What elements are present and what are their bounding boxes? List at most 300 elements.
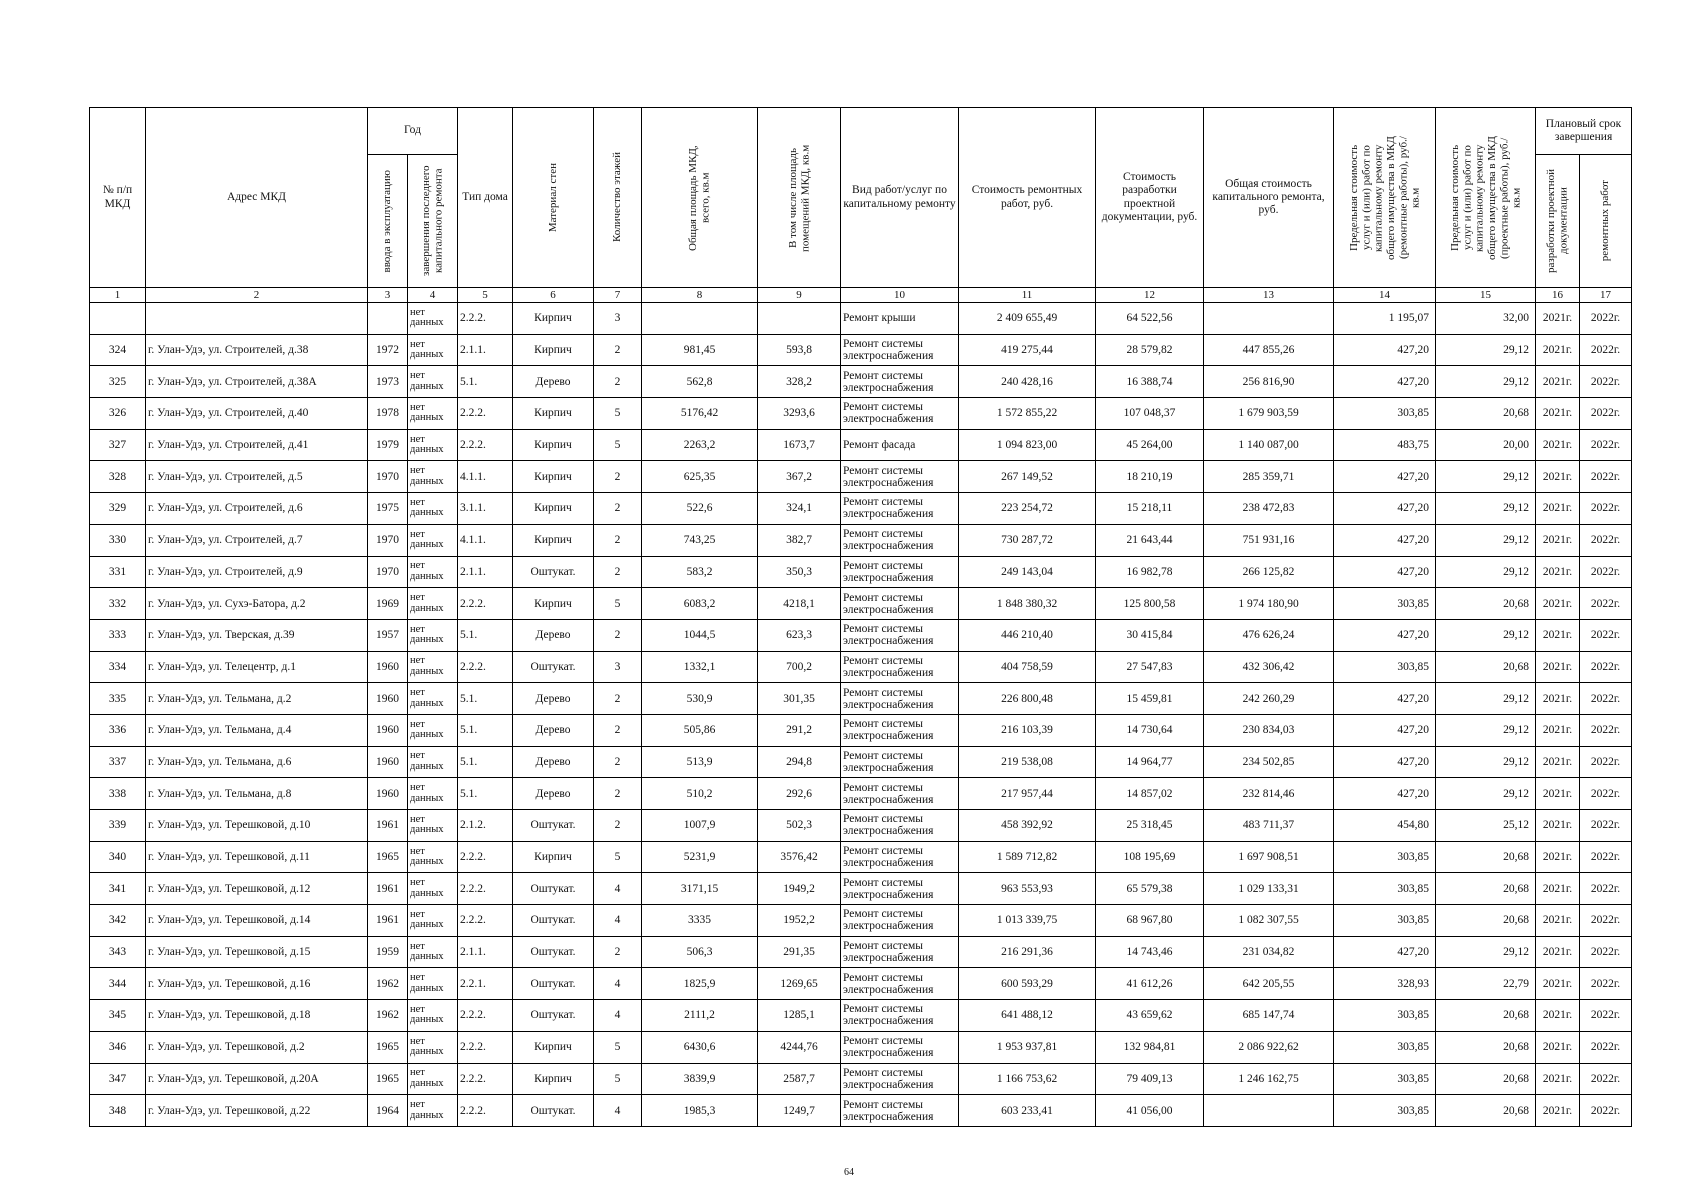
header-house-type: Тип дома <box>458 108 513 288</box>
cell-address: г. Улан-Удэ, ул. Тельмана, д.8 <box>146 778 368 810</box>
cell-house-type: 2.2.2. <box>458 398 513 430</box>
cell-floors: 2 <box>594 683 642 715</box>
cell-address: г. Улан-Удэ, ул. Терешковой, д.12 <box>146 873 368 905</box>
cell-num: 334 <box>90 651 146 683</box>
cell-design-cost: 14 964,77 <box>1096 746 1204 778</box>
cell-work-type: Ремонт системы электроснабжения <box>841 905 959 937</box>
cell-address: г. Улан-Удэ, ул. Строителей, д.41 <box>146 429 368 461</box>
cell-planned-repair: 2022г. <box>1580 936 1632 968</box>
cell-total-area: 3171,15 <box>642 873 758 905</box>
cell-address: г. Улан-Удэ, ул. Строителей, д.6 <box>146 493 368 525</box>
cell-wall-material: Кирпич <box>513 524 594 556</box>
cell-wall-material: Дерево <box>513 683 594 715</box>
cell-work-type: Ремонт системы электроснабжения <box>841 936 959 968</box>
cell-planned-design: 2021г. <box>1536 588 1580 620</box>
cell-work-type: Ремонт системы электроснабжения <box>841 714 959 746</box>
cell-year-last-repair: нет данных <box>408 303 458 335</box>
cell-design-cost: 15 459,81 <box>1096 683 1204 715</box>
cell-premises-area: 623,3 <box>758 619 841 651</box>
cell-wall-material: Кирпич <box>513 398 594 430</box>
cell-year-last-repair: нет данных <box>408 1063 458 1095</box>
column-number-cell: 7 <box>594 288 642 303</box>
cell-premises-area <box>758 303 841 335</box>
table-row <box>90 968 1632 1000</box>
cell-year-last-repair: нет данных <box>408 366 458 398</box>
table-row <box>90 303 1632 335</box>
cell-total-cost: 238 472,83 <box>1204 493 1334 525</box>
cell-limit-design: 29,12 <box>1436 619 1536 651</box>
cell-total-area: 743,25 <box>642 524 758 556</box>
cell-planned-repair: 2022г. <box>1580 778 1632 810</box>
cell-num: 332 <box>90 588 146 620</box>
column-number-cell: 14 <box>1334 288 1436 303</box>
cell-repair-cost: 963 553,93 <box>959 873 1096 905</box>
table-row <box>90 810 1632 842</box>
cell-year-last-repair: нет данных <box>408 398 458 430</box>
cell-total-area: 506,3 <box>642 936 758 968</box>
cell-limit-repair: 427,20 <box>1334 524 1436 556</box>
cell-planned-repair: 2022г. <box>1580 556 1632 588</box>
cell-total-area <box>642 303 758 335</box>
cell-limit-repair: 427,20 <box>1334 714 1436 746</box>
cell-year-commission: 1962 <box>368 1000 408 1032</box>
cell-num: 338 <box>90 778 146 810</box>
cell-address: г. Улан-Удэ, ул. Терешковой, д.11 <box>146 841 368 873</box>
cell-num: 330 <box>90 524 146 556</box>
cell-planned-repair: 2022г. <box>1580 493 1632 525</box>
cell-design-cost: 16 388,74 <box>1096 366 1204 398</box>
cell-total-cost: 476 626,24 <box>1204 619 1334 651</box>
cell-year-commission: 1979 <box>368 429 408 461</box>
table-row <box>90 366 1632 398</box>
cell-premises-area: 292,6 <box>758 778 841 810</box>
cell-year-commission: 1960 <box>368 714 408 746</box>
cell-floors: 4 <box>594 1095 642 1127</box>
cell-year-last-repair: нет данных <box>408 461 458 493</box>
table-row <box>90 493 1632 525</box>
cell-year-commission: 1959 <box>368 936 408 968</box>
table-row <box>90 588 1632 620</box>
cell-total-area: 562,8 <box>642 366 758 398</box>
cell-premises-area: 700,2 <box>758 651 841 683</box>
cell-floors: 2 <box>594 936 642 968</box>
cell-work-type: Ремонт системы электроснабжения <box>841 1063 959 1095</box>
cell-premises-area: 1285,1 <box>758 1000 841 1032</box>
table-row <box>90 873 1632 905</box>
cell-total-area: 1985,3 <box>642 1095 758 1127</box>
cell-year-commission: 1960 <box>368 651 408 683</box>
cell-limit-design: 29,12 <box>1436 778 1536 810</box>
cell-planned-repair: 2022г. <box>1580 651 1632 683</box>
cell-total-cost: 231 034,82 <box>1204 936 1334 968</box>
cell-planned-repair: 2022г. <box>1580 1063 1632 1095</box>
cell-repair-cost: 458 392,92 <box>959 810 1096 842</box>
cell-premises-area: 1952,2 <box>758 905 841 937</box>
cell-repair-cost: 641 488,12 <box>959 1000 1096 1032</box>
header-planned-group: Плановый срок завершения <box>1536 108 1632 155</box>
header-floors-text: Количество этажей <box>611 152 624 243</box>
cell-limit-repair: 427,20 <box>1334 746 1436 778</box>
cell-house-type: 5.1. <box>458 778 513 810</box>
cell-total-cost: 447 855,26 <box>1204 334 1334 366</box>
cell-planned-repair: 2022г. <box>1580 1000 1632 1032</box>
cell-repair-cost: 1 589 712,82 <box>959 841 1096 873</box>
cell-design-cost: 21 643,44 <box>1096 524 1204 556</box>
cell-repair-cost: 404 758,59 <box>959 651 1096 683</box>
cell-year-commission: 1962 <box>368 968 408 1000</box>
cell-planned-repair: 2022г. <box>1580 1095 1632 1127</box>
header-year-last-repair-text: завершения последнего капитального ремонта <box>420 165 445 277</box>
cell-repair-cost: 603 233,41 <box>959 1095 1096 1127</box>
header-year-last-repair <box>408 155 458 288</box>
cell-address: г. Улан-Удэ, ул. Терешковой, д.20А <box>146 1063 368 1095</box>
cell-house-type: 2.1.1. <box>458 936 513 968</box>
cell-total-area: 1825,9 <box>642 968 758 1000</box>
cell-total-cost: 1 974 180,90 <box>1204 588 1334 620</box>
cell-wall-material: Оштукат. <box>513 1000 594 1032</box>
header-design-cost: Стоимость разработки проектной документации, руб. <box>1096 108 1204 288</box>
cell-design-cost: 65 579,38 <box>1096 873 1204 905</box>
cell-planned-repair: 2022г. <box>1580 619 1632 651</box>
cell-repair-cost: 223 254,72 <box>959 493 1096 525</box>
cell-limit-repair: 427,20 <box>1334 683 1436 715</box>
cell-wall-material: Дерево <box>513 746 594 778</box>
cell-year-commission: 1973 <box>368 366 408 398</box>
page-number: 64 <box>844 1167 854 1178</box>
cell-planned-repair: 2022г. <box>1580 303 1632 335</box>
header-premises-area-text: В том числе площадь помещений МКД, кв.м <box>786 143 812 252</box>
cell-num <box>90 303 146 335</box>
cell-floors: 3 <box>594 651 642 683</box>
header-planned-repair-text: ремонтных работ <box>1599 180 1612 262</box>
cell-limit-design: 20,68 <box>1436 1000 1536 1032</box>
cell-year-last-repair: нет данных <box>408 936 458 968</box>
cell-num: 346 <box>90 1031 146 1063</box>
cell-total-area: 1044,5 <box>642 619 758 651</box>
cell-wall-material: Дерево <box>513 619 594 651</box>
table-row <box>90 778 1632 810</box>
cell-premises-area: 502,3 <box>758 810 841 842</box>
cell-address: г. Улан-Удэ, ул. Тверская, д.39 <box>146 619 368 651</box>
cell-wall-material: Кирпич <box>513 1031 594 1063</box>
cell-year-commission: 1964 <box>368 1095 408 1127</box>
cell-floors: 2 <box>594 619 642 651</box>
cell-planned-design: 2021г. <box>1536 1063 1580 1095</box>
cell-house-type: 2.1.1. <box>458 556 513 588</box>
cell-wall-material: Оштукат. <box>513 556 594 588</box>
table-row <box>90 714 1632 746</box>
cell-year-last-repair: нет данных <box>408 1031 458 1063</box>
cell-total-area: 530,9 <box>642 683 758 715</box>
table-row <box>90 1000 1632 1032</box>
cell-repair-cost: 446 210,40 <box>959 619 1096 651</box>
cell-total-cost: 642 205,55 <box>1204 968 1334 1000</box>
cell-limit-design: 20,68 <box>1436 398 1536 430</box>
cell-design-cost: 79 409,13 <box>1096 1063 1204 1095</box>
table-row <box>90 1063 1632 1095</box>
cell-limit-repair: 303,85 <box>1334 1063 1436 1095</box>
cell-planned-design: 2021г. <box>1536 334 1580 366</box>
cell-limit-design: 29,12 <box>1436 683 1536 715</box>
cell-floors: 2 <box>594 810 642 842</box>
header-total-cost: Общая стоимость капитального ремонта, руб. <box>1204 108 1334 288</box>
cell-limit-repair: 303,85 <box>1334 588 1436 620</box>
header-year-commission-text: ввода в эксплуатацию <box>381 169 394 273</box>
column-number-cell: 11 <box>959 288 1096 303</box>
cell-premises-area: 367,2 <box>758 461 841 493</box>
cell-house-type: 2.2.2. <box>458 873 513 905</box>
cell-year-commission: 1975 <box>368 493 408 525</box>
table-row <box>90 936 1632 968</box>
cell-limit-design: 29,12 <box>1436 746 1536 778</box>
cell-house-type: 2.2.2. <box>458 1031 513 1063</box>
cell-repair-cost: 419 275,44 <box>959 334 1096 366</box>
header-repair-cost: Стоимость ремонтных работ, руб. <box>959 108 1096 288</box>
cell-year-last-repair: нет данных <box>408 841 458 873</box>
cell-year-last-repair: нет данных <box>408 746 458 778</box>
cell-year-commission: 1978 <box>368 398 408 430</box>
cell-num: 339 <box>90 810 146 842</box>
cell-repair-cost: 226 800,48 <box>959 683 1096 715</box>
cell-floors: 4 <box>594 968 642 1000</box>
cell-address: г. Улан-Удэ, ул. Строителей, д.38А <box>146 366 368 398</box>
cell-repair-cost: 2 409 655,49 <box>959 303 1096 335</box>
cell-planned-repair: 2022г. <box>1580 905 1632 937</box>
cell-num: 329 <box>90 493 146 525</box>
cell-wall-material: Оштукат. <box>513 936 594 968</box>
cell-year-commission: 1961 <box>368 873 408 905</box>
cell-work-type: Ремонт системы электроснабжения <box>841 588 959 620</box>
cell-address: г. Улан-Удэ, ул. Терешковой, д.10 <box>146 810 368 842</box>
header-floors <box>594 108 642 288</box>
cell-limit-design: 25,12 <box>1436 810 1536 842</box>
cell-address: г. Улан-Удэ, ул. Строителей, д.5 <box>146 461 368 493</box>
cell-year-last-repair: нет данных <box>408 588 458 620</box>
cell-wall-material: Кирпич <box>513 1063 594 1095</box>
cell-work-type: Ремонт системы электроснабжения <box>841 778 959 810</box>
column-number-cell: 15 <box>1436 288 1536 303</box>
cell-house-type: 5.1. <box>458 714 513 746</box>
header-wall-material <box>513 108 594 288</box>
cell-limit-repair: 427,20 <box>1334 493 1436 525</box>
cell-planned-repair: 2022г. <box>1580 366 1632 398</box>
cell-design-cost: 108 195,69 <box>1096 841 1204 873</box>
cell-design-cost: 107 048,37 <box>1096 398 1204 430</box>
cell-address <box>146 303 368 335</box>
cell-planned-design: 2021г. <box>1536 905 1580 937</box>
cell-wall-material: Оштукат. <box>513 651 594 683</box>
cell-floors: 2 <box>594 366 642 398</box>
header-limit-repair-text: Предельная стоимость услуг и (или) работ по капитальному ремонту общего имущества в МКД (ремонтные работы), руб./кв.м <box>1347 135 1422 260</box>
cell-house-type: 4.1.1. <box>458 524 513 556</box>
cell-num: 344 <box>90 968 146 1000</box>
cell-work-type: Ремонт системы электроснабжения <box>841 651 959 683</box>
cell-work-type: Ремонт системы электроснабжения <box>841 334 959 366</box>
cell-floors: 4 <box>594 905 642 937</box>
cell-limit-repair: 303,85 <box>1334 651 1436 683</box>
cell-year-last-repair: нет данных <box>408 334 458 366</box>
cell-total-cost: 751 931,16 <box>1204 524 1334 556</box>
header-planned-design <box>1536 155 1580 288</box>
cell-design-cost: 132 984,81 <box>1096 1031 1204 1063</box>
cell-floors: 2 <box>594 746 642 778</box>
cell-total-cost <box>1204 303 1334 335</box>
cell-year-commission: 1972 <box>368 334 408 366</box>
column-number-cell: 8 <box>642 288 758 303</box>
cell-total-area: 3335 <box>642 905 758 937</box>
cell-num: 326 <box>90 398 146 430</box>
header-planned-repair <box>1580 155 1632 288</box>
cell-address: г. Улан-Удэ, ул. Тельмана, д.6 <box>146 746 368 778</box>
cell-planned-design: 2021г. <box>1536 651 1580 683</box>
cell-planned-repair: 2022г. <box>1580 714 1632 746</box>
cell-premises-area: 593,8 <box>758 334 841 366</box>
cell-wall-material: Оштукат. <box>513 905 594 937</box>
cell-premises-area: 301,35 <box>758 683 841 715</box>
table-header <box>90 108 1632 303</box>
cell-limit-repair: 303,85 <box>1334 1095 1436 1127</box>
cell-total-cost: 2 086 922,62 <box>1204 1031 1334 1063</box>
cell-address: г. Улан-Удэ, ул. Терешковой, д.18 <box>146 1000 368 1032</box>
cell-limit-repair: 427,20 <box>1334 556 1436 588</box>
cell-floors: 5 <box>594 841 642 873</box>
cell-planned-design: 2021г. <box>1536 524 1580 556</box>
cell-address: г. Улан-Удэ, ул. Терешковой, д.14 <box>146 905 368 937</box>
table-row <box>90 619 1632 651</box>
table-row <box>90 841 1632 873</box>
cell-floors: 5 <box>594 1031 642 1063</box>
cell-work-type: Ремонт системы электроснабжения <box>841 841 959 873</box>
cell-limit-repair: 427,20 <box>1334 936 1436 968</box>
cell-work-type: Ремонт системы электроснабжения <box>841 968 959 1000</box>
cell-year-last-repair: нет данных <box>408 1095 458 1127</box>
cell-year-last-repair: нет данных <box>408 714 458 746</box>
cell-premises-area: 4244,76 <box>758 1031 841 1063</box>
cell-design-cost: 28 579,82 <box>1096 334 1204 366</box>
cell-num: 348 <box>90 1095 146 1127</box>
cell-floors: 4 <box>594 1000 642 1032</box>
cell-total-cost: 230 834,03 <box>1204 714 1334 746</box>
cell-house-type: 2.1.1. <box>458 334 513 366</box>
cell-design-cost: 41 056,00 <box>1096 1095 1204 1127</box>
column-number-cell: 10 <box>841 288 959 303</box>
cell-year-commission: 1970 <box>368 461 408 493</box>
column-number-cell: 6 <box>513 288 594 303</box>
cell-planned-design: 2021г. <box>1536 841 1580 873</box>
cell-total-area: 522,6 <box>642 493 758 525</box>
cell-work-type: Ремонт фасада <box>841 429 959 461</box>
cell-year-commission: 1961 <box>368 905 408 937</box>
cell-total-cost: 1 029 133,31 <box>1204 873 1334 905</box>
cell-num: 333 <box>90 619 146 651</box>
cell-year-commission: 1965 <box>368 1063 408 1095</box>
cell-house-type: 3.1.1. <box>458 493 513 525</box>
cell-house-type: 2.2.1. <box>458 968 513 1000</box>
cell-year-last-repair: нет данных <box>408 524 458 556</box>
cell-design-cost: 41 612,26 <box>1096 968 1204 1000</box>
table-row <box>90 429 1632 461</box>
cell-planned-design: 2021г. <box>1536 968 1580 1000</box>
cell-limit-design: 29,12 <box>1436 366 1536 398</box>
cell-premises-area: 324,1 <box>758 493 841 525</box>
cell-num: 347 <box>90 1063 146 1095</box>
cell-wall-material: Оштукат. <box>513 873 594 905</box>
cell-work-type: Ремонт системы электроснабжения <box>841 873 959 905</box>
cell-total-cost: 1 679 903,59 <box>1204 398 1334 430</box>
cell-limit-design: 20,68 <box>1436 1031 1536 1063</box>
cell-house-type: 2.2.2. <box>458 651 513 683</box>
column-number-cell: 16 <box>1536 288 1580 303</box>
column-number-cell: 2 <box>146 288 368 303</box>
cell-limit-design: 20,68 <box>1436 1063 1536 1095</box>
table-row <box>90 1095 1632 1127</box>
cell-premises-area: 1673,7 <box>758 429 841 461</box>
cell-planned-design: 2021г. <box>1536 398 1580 430</box>
cell-total-area: 2263,2 <box>642 429 758 461</box>
cell-premises-area: 1269,65 <box>758 968 841 1000</box>
cell-num: 324 <box>90 334 146 366</box>
cell-repair-cost: 730 287,72 <box>959 524 1096 556</box>
cell-planned-design: 2021г. <box>1536 1031 1580 1063</box>
cell-year-commission: 1961 <box>368 810 408 842</box>
cell-planned-repair: 2022г. <box>1580 461 1632 493</box>
cell-design-cost: 45 264,00 <box>1096 429 1204 461</box>
cell-limit-design: 20,68 <box>1436 1095 1536 1127</box>
cell-year-commission: 1957 <box>368 619 408 651</box>
cell-planned-design: 2021г. <box>1536 429 1580 461</box>
header-total-area-text: Общая площадь МКД, всего, кв.м <box>687 144 712 251</box>
cell-num: 327 <box>90 429 146 461</box>
cell-limit-repair: 483,75 <box>1334 429 1436 461</box>
cell-work-type: Ремонт системы электроснабжения <box>841 556 959 588</box>
cell-premises-area: 294,8 <box>758 746 841 778</box>
cell-year-commission: 1960 <box>368 683 408 715</box>
cell-address: г. Улан-Удэ, ул. Сухэ-Батора, д.2 <box>146 588 368 620</box>
cell-wall-material: Дерево <box>513 714 594 746</box>
cell-limit-repair: 303,85 <box>1334 841 1436 873</box>
cell-limit-design: 29,12 <box>1436 461 1536 493</box>
cell-work-type: Ремонт системы электроснабжения <box>841 493 959 525</box>
cell-premises-area: 3576,42 <box>758 841 841 873</box>
cell-floors: 5 <box>594 429 642 461</box>
cell-limit-design: 29,12 <box>1436 556 1536 588</box>
cell-limit-design: 20,00 <box>1436 429 1536 461</box>
cell-planned-repair: 2022г. <box>1580 746 1632 778</box>
cell-planned-repair: 2022г. <box>1580 968 1632 1000</box>
cell-total-area: 625,35 <box>642 461 758 493</box>
cell-planned-design: 2021г. <box>1536 1095 1580 1127</box>
cell-house-type: 2.2.2. <box>458 429 513 461</box>
cell-work-type: Ремонт системы электроснабжения <box>841 746 959 778</box>
cell-house-type: 2.2.2. <box>458 1000 513 1032</box>
cell-address: г. Улан-Удэ, ул. Строителей, д.38 <box>146 334 368 366</box>
cell-design-cost: 43 659,62 <box>1096 1000 1204 1032</box>
cell-total-area: 6083,2 <box>642 588 758 620</box>
cell-house-type: 2.2.2. <box>458 588 513 620</box>
header-limit-design-text: Предельная стоимость услуг и (или) работ по капитальному ремонту общего имущества в МКД (проектные работы), руб./кв.м <box>1448 135 1523 260</box>
cell-year-commission: 1965 <box>368 841 408 873</box>
cell-planned-repair: 2022г. <box>1580 810 1632 842</box>
cell-year-commission: 1969 <box>368 588 408 620</box>
cell-floors: 2 <box>594 461 642 493</box>
cell-planned-design: 2021г. <box>1536 810 1580 842</box>
cell-planned-design: 2021г. <box>1536 778 1580 810</box>
cell-address: г. Улан-Удэ, ул. Строителей, д.9 <box>146 556 368 588</box>
cell-planned-design: 2021г. <box>1536 936 1580 968</box>
cell-limit-design: 20,68 <box>1436 651 1536 683</box>
cell-house-type: 5.1. <box>458 366 513 398</box>
cell-floors: 5 <box>594 588 642 620</box>
